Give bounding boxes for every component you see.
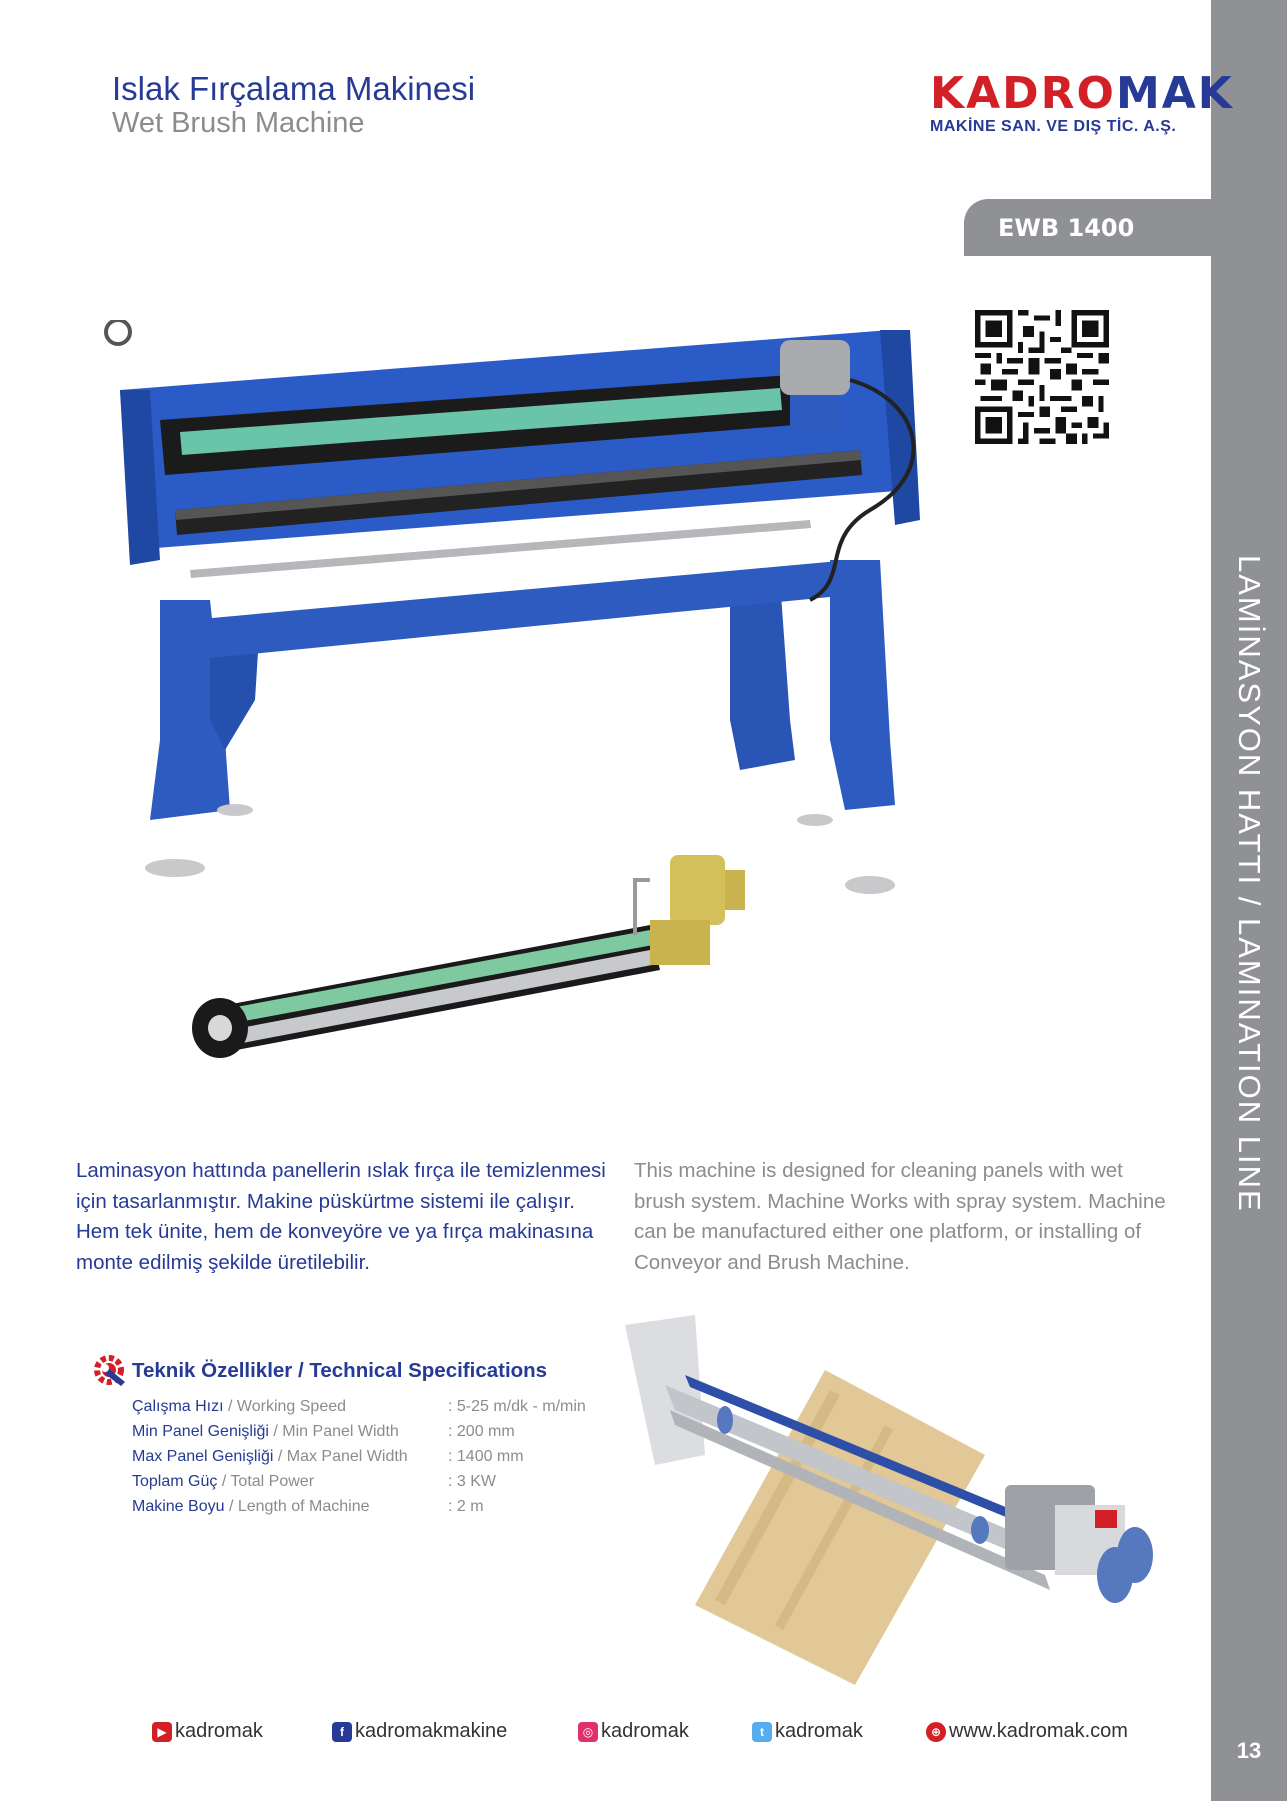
website-url: www.kadromak.com [949,1720,1128,1742]
spec-label [132,1419,448,1444]
spec-label-tr: Çalışma Hızı [132,1398,224,1415]
spec-row [132,1444,632,1469]
facebook-link[interactable] [332,1720,507,1743]
page-title-tr: Islak Fırçalama Makinesi [112,70,476,107]
logo-word-blue: MAK [1115,68,1234,119]
youtube-icon: ▶ [152,1722,172,1742]
footer-socials [0,1720,1211,1750]
company-logo [930,68,1234,136]
qr-code [975,309,1109,445]
spec-row [132,1469,632,1494]
spec-value: : 1400 mm [448,1448,524,1465]
spec-label-tr: Max Panel Genişliği [132,1448,274,1465]
side-section-text: LAMİNASYON HATTI / LAMINATION LINE [1232,555,1267,1213]
installed-machine-image [625,1315,1195,1685]
spec-label-en: / Length of Machine [224,1498,370,1515]
spec-label [132,1494,448,1519]
instagram-icon: ◎ [578,1722,598,1742]
instagram-handle: kadromak [601,1720,689,1742]
description-tr: Laminasyon hattında panellerin ıslak fırça ile temizlenmesi için tasarlanmıştır. Makine püskürtme sistemi ile çalışır. Hem tek ünite, hem de konveyöre ve ya fırça makinasına monte edilmiş şekilde üretilebilir. [76,1159,606,1274]
spec-label-en: / Min Panel Width [268,1423,399,1440]
twitter-link[interactable] [752,1720,863,1743]
spec-row [132,1394,632,1419]
youtube-link[interactable] [152,1720,263,1743]
spec-label-en: / Working Speed [223,1398,347,1415]
wrench-gear-icon [91,1352,127,1388]
twitter-handle: kadromak [775,1720,863,1742]
description-en: This machine is designed for cleaning panels with wet brush system. Machine Works with spray system. Machine can be manufactured either one platform, or installing of Conveyor and Brush Machine. [634,1159,1166,1274]
spec-label [132,1444,448,1469]
wet-brush-machine-image [90,320,960,910]
spec-label [132,1469,448,1494]
spec-label-tr: Toplam Güç [132,1473,218,1490]
website-link[interactable] [926,1720,1128,1743]
twitter-icon: t [752,1722,772,1742]
spec-row [132,1494,632,1519]
logo-subtitle: MAKİNE SAN. VE DIŞ TİC. A.Ş. [930,118,1177,135]
facebook-handle: kadromakmakine [355,1720,508,1742]
youtube-handle: kadromak [175,1720,263,1742]
spec-label-tr: Min Panel Genişliği [132,1423,269,1440]
instagram-link[interactable] [578,1720,689,1743]
spec-label [132,1394,448,1419]
spec-value: : 3 KW [448,1473,497,1490]
spec-value: : 2 m [448,1498,484,1515]
spec-label-en: / Max Panel Width [273,1448,408,1465]
side-section-label [1228,555,1270,1255]
model-tab: EWB 1400 [964,199,1211,256]
logo-wordmark [930,68,1234,119]
specs-table [132,1394,632,1519]
facebook-icon: f [332,1722,352,1742]
specs-title: Teknik Özellikler / Technical Specifications [132,1359,548,1382]
spec-label-tr: Makine Boyu [132,1498,225,1515]
page-title-en: Wet Brush Machine [112,107,365,139]
logo-word-red: KADRO [930,68,1116,119]
spec-value: : 200 mm [448,1423,515,1440]
spec-label-en: / Total Power [217,1473,315,1490]
globe-icon: ⊕ [926,1722,946,1742]
spec-row [132,1419,632,1444]
spec-value: : 5-25 m/dk - m/min [448,1398,586,1415]
conveyor-module-image [180,850,800,1060]
page-number: 13 [1236,1738,1262,1763]
